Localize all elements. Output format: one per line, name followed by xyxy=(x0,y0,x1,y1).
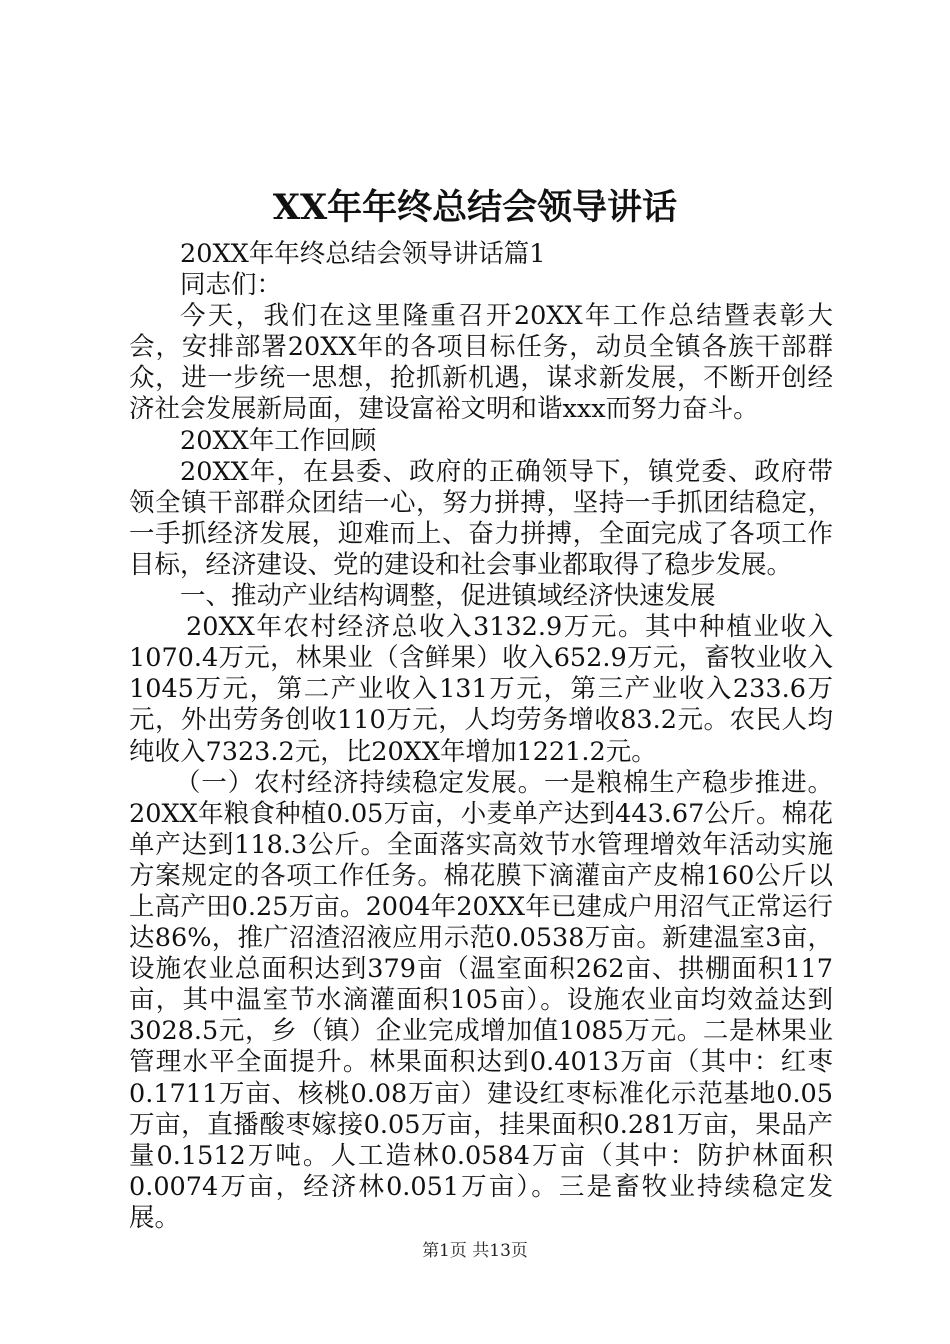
section-heading: 20XX年年终总结会领导讲话篇1 xyxy=(180,239,546,269)
body-paragraph: （一）农村经济持续稳定发展。一是粮棉生产稳步推进。20XX年粮食种植0.05万亩，小麦单产达到443.67公斤。棉花单产达到118.3公斤。全面落实高效节水管理增效年活动实施方案规定的各项工作任务。棉花膜下滴灌亩产皮棉160公斤以上高产田0.25万亩。2004年20XX年已建成户用沼气正常运行达86%，推广沼渣沼液应用示范0.0538万亩。新建温室3亩，设施农业总面积达到379亩（温室面积262亩、拱棚面积117亩，其中温室节水滴灌面积105亩）。设施农业亩均效益达到3028.5元，乡（镇）企业完成增加值1085万元。二是林果业管理水平全面提升。林果面积达到0.4013万亩（其中：红枣0.1711万亩、核桃0.08万亩）建设红枣标准化示范基地0.05万亩，直播酸枣嫁接0.05万亩，挂果面积0.281万亩，果品产量0.1512万吨。人工造林0.0584万亩（其中：防护林面积0.0074万亩，经济林0.051万亩）。三是畜牧业持续稳定发展。 xyxy=(129,767,833,1233)
body-paragraph: 今天，我们在这里隆重召开20XX年工作总结暨表彰大会，安排部署20XX年的各项目标任务，动员全镇各族干部群众，进一步统一思想，抢抓新机遇，谋求新发展，不断开创经济社会发展新局面，建设富裕文明和谐xxx而努力奋斗。 xyxy=(129,301,833,425)
body-paragraph: 20XX年农村经济总收入3132.9万元。其中种植业收入1070.4万元，林果业（含鲜果）收入652.9万元，畜牧业收入1045万元，第二产业收入131万元，第三产业收入233.6万元，外出劳务创收110万元，人均劳务增收83.2元。农民人均纯收入7323.2元，比20XX年增加1221.2元。 xyxy=(129,612,833,767)
subsection-heading: 20XX年工作回顾 xyxy=(180,425,377,456)
document-title: XX年年终总结会领导讲话 xyxy=(272,187,678,228)
body-paragraph: 20XX年，在县委、政府的正确领导下，镇党委、政府带领全镇干部群众团结一心，努力拼搏，坚持一手抓团结稳定，一手抓经济发展，迎难而上、奋力拼搏，全面完成了各项工作目标，经济建设、党的建设和社会事业都取得了稳步发展。 xyxy=(129,456,833,580)
page-footer: 第1页 共13页 xyxy=(422,1241,528,1261)
subsection-heading: 一、推动产业结构调整，促进镇域经济快速发展 xyxy=(180,581,716,612)
salutation: 同志们： xyxy=(180,270,283,301)
document-body xyxy=(129,239,833,1234)
